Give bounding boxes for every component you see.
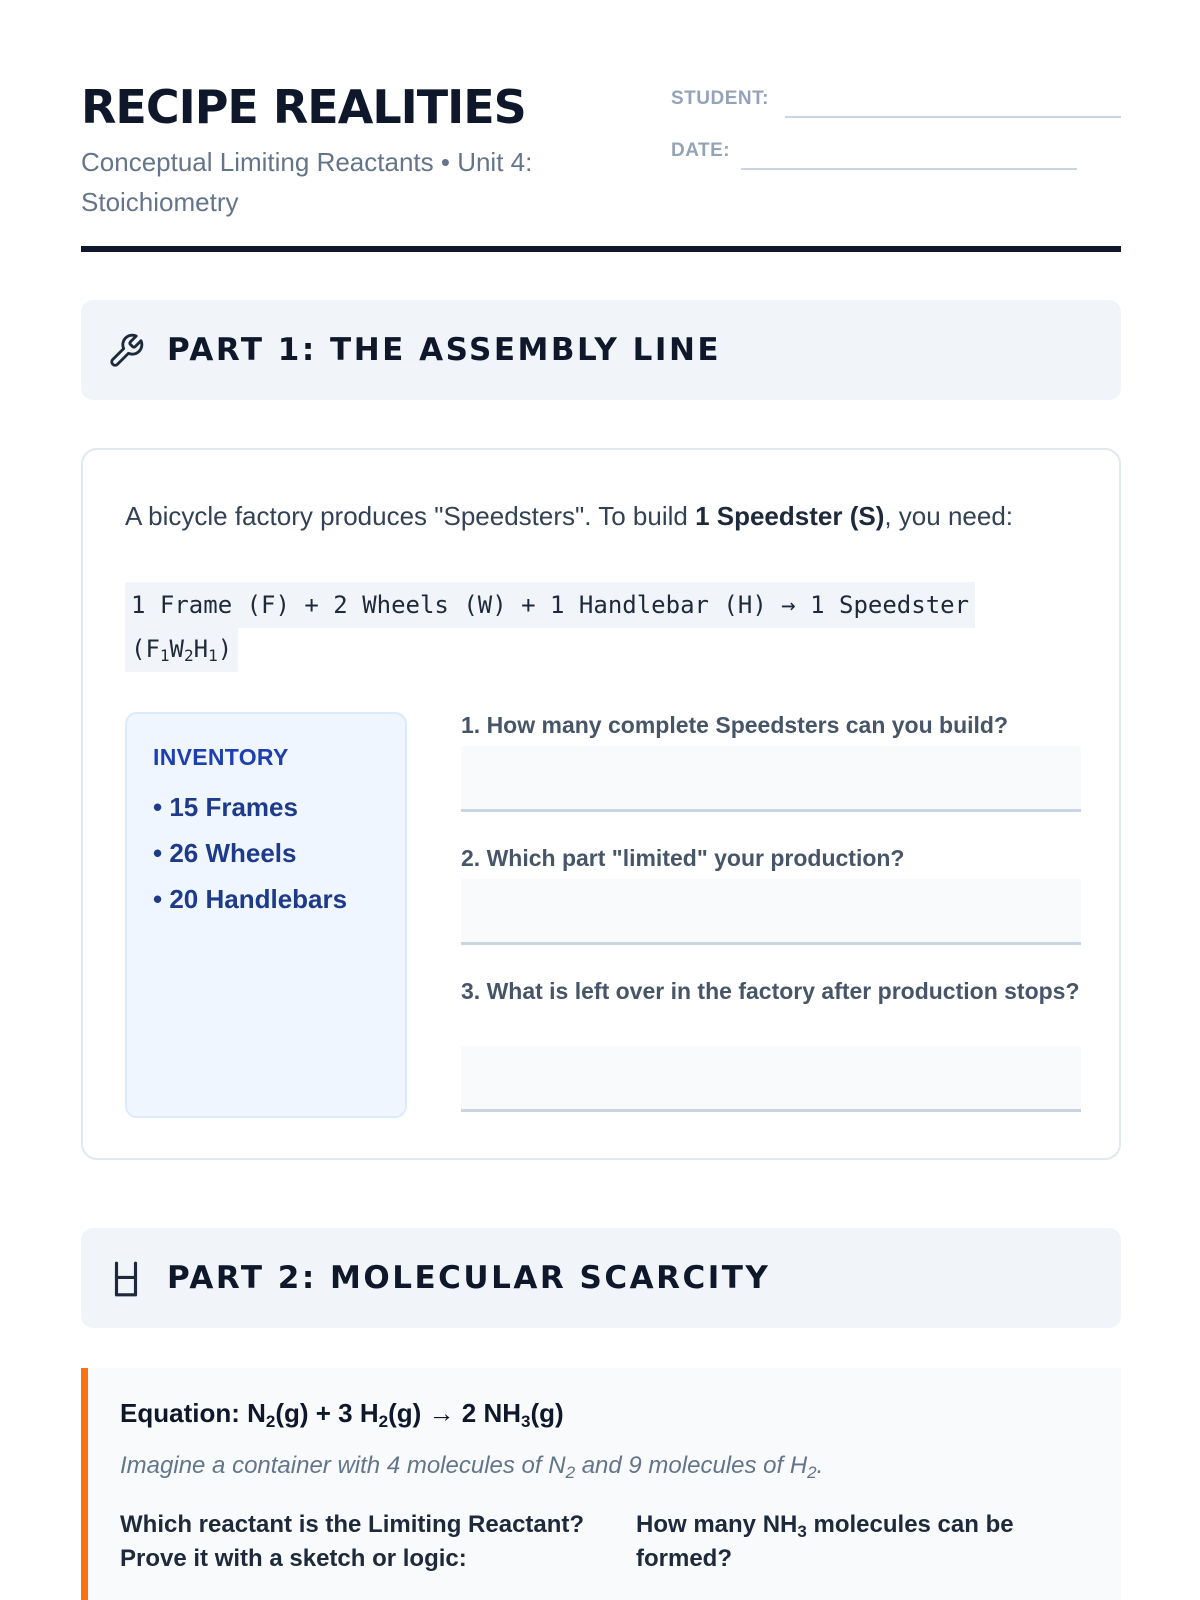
part1-intro bbox=[125, 494, 1065, 538]
header-divider bbox=[81, 246, 1121, 252]
intro-text-end: , you need: bbox=[884, 501, 1014, 531]
recipe-equation-line1: 1 Frame (F) + 2 Wheels (W) + 1 Handlebar (H) → 1 Speedster bbox=[125, 582, 975, 628]
inventory-item: • 15 Frames bbox=[153, 792, 298, 822]
wrench-icon bbox=[107, 332, 145, 370]
worksheet-subtitle: Conceptual Limiting Reactants • Unit 4: Stoichiometry bbox=[81, 147, 533, 217]
date-field[interactable] bbox=[741, 168, 1077, 170]
inventory-item: • 20 Handlebars bbox=[153, 884, 348, 914]
intro-text: A bicycle factory produces "Speedsters". To build bbox=[125, 501, 696, 531]
worksheet-title: RECIPE REALITIES bbox=[81, 80, 526, 134]
student-name-field[interactable] bbox=[785, 116, 1121, 118]
answer-box-2[interactable] bbox=[461, 879, 1081, 945]
reaction-equation: Equation: $N_2(g) + 3$ $H_2(g) \to 2$ $NH_3(g)$ bbox=[120, 1398, 564, 1431]
inventory-box bbox=[125, 712, 407, 1118]
recipe-formula: $(F_1W_2H_1)$ bbox=[125, 626, 238, 672]
part1-section-bar bbox=[81, 300, 1121, 400]
student-label: STUDENT: bbox=[671, 88, 769, 109]
limiting-reactant-question: Which reactant is the Limiting Reactant? Prove it with a sketch or logic: bbox=[120, 1511, 585, 1572]
part2-title: PART 2: MOLECULAR SCARCITY bbox=[167, 1260, 771, 1296]
date-label: DATE: bbox=[671, 140, 731, 161]
part2-callout bbox=[81, 1368, 1121, 1600]
part2-section-bar bbox=[81, 1228, 1121, 1328]
inventory-item: • 26 Wheels bbox=[153, 838, 297, 868]
nh3-yield-question: How many $NH_3$ molecules can be formed? bbox=[636, 1511, 1014, 1572]
worksheet-header bbox=[81, 0, 1121, 254]
beaker-icon bbox=[107, 1260, 145, 1298]
question-1: 1. How many complete Speedsters can you build? bbox=[461, 712, 1009, 738]
worksheet-page bbox=[81, 0, 1121, 1572]
scenario-note: Imagine a container with 4 molecules of $N_2$ and 9 molecules of $H_2$. bbox=[120, 1452, 824, 1482]
answer-box-1[interactable] bbox=[461, 746, 1081, 812]
intro-bold-text: 1 Speedster (S) bbox=[695, 501, 885, 531]
part1-title: PART 1: THE ASSEMBLY LINE bbox=[167, 332, 722, 368]
part1-card bbox=[81, 448, 1121, 1160]
question-2: 2. Which part "limited" your production? bbox=[461, 845, 905, 871]
answer-box-3[interactable] bbox=[461, 1046, 1081, 1112]
inventory-title: INVENTORY bbox=[153, 744, 289, 770]
question-3: 3. What is left over in the factory after production stops? bbox=[461, 978, 1080, 1004]
